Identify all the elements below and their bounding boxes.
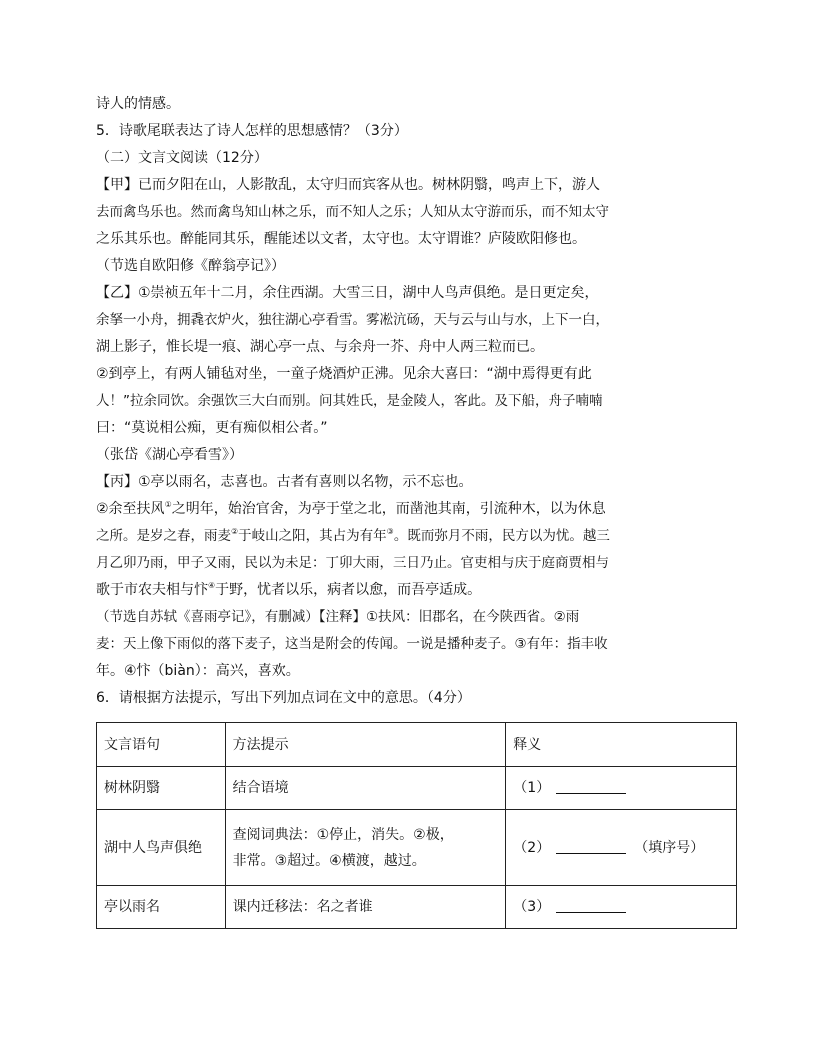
text-segment: 歌于市农夫相与忭 (96, 582, 208, 598)
source-note: （张岱《湖心亭看雪》） (96, 447, 243, 463)
answer-label: （3） (513, 899, 551, 915)
text-line: 诗人的情感。 (96, 96, 180, 112)
text-line (96, 499, 606, 519)
annotation-line: （节选自苏轼《喜雨亭记》，有删减）【注释】①扶风：旧郡名，在今陕西省。②雨 (96, 609, 580, 625)
answer-label: （1） (513, 780, 551, 796)
question-5: 5．诗歌尾联表达了诗人怎样的思想感情？（3分） (96, 123, 408, 139)
method-line: 非常。③超过。④横渡，越过。 (232, 852, 426, 869)
table-header-row (97, 723, 737, 767)
method-cell (225, 810, 506, 886)
method-line: 查阅词典法：①停止，消失。②极， (232, 826, 454, 843)
fill-hint: （填序号） (634, 839, 705, 856)
text-line (96, 580, 481, 600)
text-line: ②到亭上，有两人铺毡对坐，一童子烧酒炉正沸。见余大喜曰：“湖中焉得更有此 (96, 366, 592, 382)
table-row (97, 767, 737, 810)
text-line: 余拏一小舟，拥毳衣炉火，独往湖心亭看雪。雾凇沆砀，天与云与山与水，上下一白， (96, 312, 609, 328)
answer-cell (506, 810, 737, 886)
footnote-marker: ④ (208, 581, 216, 590)
table-header-cell: 释义 (506, 723, 737, 767)
text-line: 【乙】①崇祯五年十二月，余住西湖。大雪三日，湖中人鸟声俱绝。是日更定矣， (96, 285, 599, 301)
text-line: 【甲】已而夕阳在山，人影散乱，太守归而宾客从也。树林阴翳，鸣声上下，游人 (96, 177, 600, 193)
answer-label: （2） (513, 839, 551, 856)
text-line: 曰：“莫说相公痴，更有痴似相公者。” (96, 420, 328, 436)
sentence-cell: 湖中人鸟声俱绝 (97, 810, 226, 886)
annotation-line: 麦：天上像下雨似的落下麦子，这当是附会的传闻。一说是播种麦子。③有年：指丰收 (96, 636, 608, 652)
text-line: 人！”拉余同饮。余强饮三大白而别。问其姓氏，是金陵人，客此。及下船，舟子喃喃 (96, 393, 603, 409)
source-note: （节选自欧阳修《醉翁亭记》） (96, 258, 285, 274)
text-line (96, 526, 610, 546)
table-row (97, 810, 737, 886)
text-line: 之乐其乐也。醉能同其乐，醒能述以文者，太守也。太守谓谁？庐陵欧阳修也。 (96, 231, 586, 247)
text-segment: 之明年，始治官舍，为亭于堂之北，而凿池其南，引流种木，以为休息 (171, 501, 606, 517)
text-segment: 。既而弥月不雨，民方以为忧。越三 (393, 528, 610, 544)
text-segment: 于野，忧者以乐，病者以愈，而吾亭适成。 (215, 582, 482, 598)
text-line: 【丙】①亭以雨名，志喜也。古者有喜则以名物，示不忘也。 (96, 474, 473, 490)
annotation-line: 年。④忭（biàn）：高兴，喜欢。 (96, 663, 300, 679)
method-cell: 课内迁移法：名之者谁 (225, 886, 506, 929)
method-cell: 结合语境 (225, 767, 506, 810)
table-header-cell: 方法提示 (225, 723, 506, 767)
text-line: 去而禽鸟乐也。然而禽鸟知山林之乐，而不知人之乐；人知从太守游而乐，而不知太守 (96, 204, 609, 220)
question-6: 6．请根据方法提示，写出下列加点词在文中的意思。（4分） (96, 690, 471, 706)
sentence-cell: 亭以雨名 (97, 886, 226, 929)
answer-cell (506, 886, 737, 929)
text-segment: 于岐山之阳，其占为有年 (238, 528, 387, 544)
footnote-marker: ③ (386, 527, 394, 536)
text-line: 月乙卯乃雨，甲子又雨，民以为未足：丁卯大雨，三日乃止。官吏相与庆于庭商贾相与 (96, 555, 609, 571)
section-heading: （二）文言文阅读（12分） (96, 150, 268, 166)
table-row (97, 886, 737, 929)
answer-cell (506, 767, 737, 810)
table-header-cell: 文言语句 (97, 723, 226, 767)
footnote-marker: ② (231, 527, 239, 536)
text-line: 湖上影子，惟长堤一痕、湖心亭一点、与余舟一芥、舟中人两三粒而已。 (96, 339, 544, 355)
answer-blank[interactable] (556, 839, 626, 854)
answer-blank[interactable] (556, 898, 626, 913)
footnote-marker: ① (164, 500, 172, 509)
text-segment: 之所。是岁之春，雨麦 (96, 528, 231, 544)
answer-table (96, 722, 737, 929)
sentence-cell: 树林阴翳 (97, 767, 226, 810)
text-segment: ②余至扶风 (96, 501, 165, 517)
answer-blank[interactable] (556, 779, 626, 794)
